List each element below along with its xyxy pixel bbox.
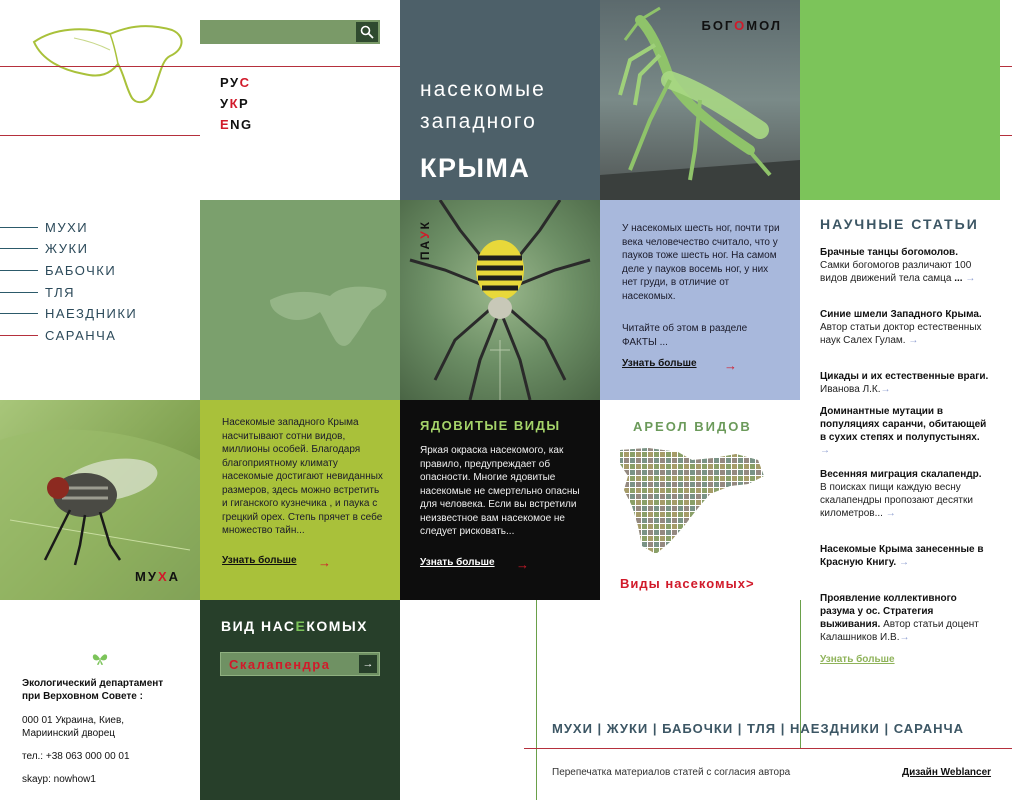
lang-en-highlight: E [220, 117, 231, 132]
header-divider-right [1000, 66, 1012, 67]
nav-item-wasps[interactable] [0, 304, 137, 322]
poison-more-link[interactable]: Узнать больше [420, 557, 495, 568]
contact-org-2: при Верховном Совете : [22, 691, 143, 702]
butterfly-watermark-block [200, 200, 400, 400]
site-title-block [400, 0, 600, 200]
lang-en[interactable] [220, 117, 253, 132]
spider-more-link[interactable]: Узнать больше [622, 358, 697, 369]
spider-info-facts: Читайте об этом в разделе ФАКТЫ ... [622, 323, 748, 348]
arrow-right-icon: → [965, 273, 976, 284]
crimea-map[interactable] [618, 446, 766, 556]
search-icon [360, 25, 374, 39]
intro-text: Насекомые западного Крыма насчитывают сотни видов, миллионы особей. Благодаря благоприятному климату насекомые достигают невиданных размеров, здесь можно встретить и гиганского кузнечика , и паука с грецкий орех. Степь прячет в себе множество тайн... [222, 417, 383, 536]
article-item[interactable]: Цикады и их естественные враги. Иванова Л.К.→ [820, 371, 989, 395]
fly-photo[interactable] [0, 400, 200, 600]
nav-label: ЖУКИ [45, 240, 89, 256]
green-accent-block [800, 0, 1000, 200]
article-item[interactable]: Насекомые Крыма занесенные в Красную Книгу. → [820, 544, 984, 568]
poison-title: ЯДОВИТЫЕ ВИДЫ [420, 418, 561, 433]
arrow-right-icon: → [908, 335, 919, 346]
crimea-map-icon [618, 446, 766, 556]
contact-skype: skayp: nowhow1 [22, 774, 96, 785]
butterfly-logo[interactable] [14, 14, 194, 114]
lang-ru-highlight: С [239, 75, 251, 90]
spider-label: ПАУК [418, 220, 432, 261]
species-block [200, 600, 400, 800]
article-item[interactable]: Проявление коллективного разума у ос. Стратегия выживания. Автор статьи доцент Калашников И.В.→ [820, 593, 979, 643]
contact-address-1: 000 01 Украина, Киев, [22, 715, 125, 726]
footer-divider [524, 748, 1012, 749]
spider-info-block [600, 200, 800, 400]
nav-item-locust[interactable] [0, 326, 116, 344]
arrow-right-icon[interactable]: → [516, 557, 529, 572]
divider-vertical [536, 600, 537, 800]
intro-more-link[interactable]: Узнать больше [222, 555, 297, 566]
species-select[interactable] [220, 652, 380, 676]
nav-item-butterflies[interactable] [0, 261, 116, 279]
header-divider-lower [0, 135, 200, 136]
article-item[interactable]: Доминантные мутации в популяциях саранчи, обитающей в сухих степях и полупустынях. → [820, 406, 987, 456]
nav-line [0, 248, 38, 249]
mantis-label: БОГОМОЛ [701, 18, 782, 33]
arrow-right-icon: → [820, 445, 830, 456]
poison-block [400, 400, 600, 600]
title-line-1: насекомые [420, 78, 546, 101]
butterfly-logo-icon [14, 14, 194, 114]
copyright-text: Перепечатка материалов статей с согласия автора [552, 767, 791, 778]
header-divider-right-lower [1000, 135, 1012, 136]
arrow-right-icon: → [898, 557, 909, 568]
arrow-right-icon[interactable]: → [724, 358, 737, 373]
intro-block [200, 400, 400, 600]
arrow-right-icon: → [880, 384, 891, 395]
spider-photo[interactable] [400, 200, 600, 400]
areol-title: АРЕОЛ ВИДОВ [633, 419, 752, 434]
nav-item-flies[interactable] [0, 218, 88, 236]
poison-text: Яркая окраска насекомого, как правило, предупреждает об опасности. Многие ядовитые насекомые не смертельно опасны для человека. Если вы встретили неизвестное вам насекомое не следует рисковать... [420, 445, 580, 537]
species-link[interactable]: Виды насекомых> [620, 576, 755, 591]
arrow-right-icon[interactable]: → [359, 655, 377, 673]
lang-uk-text-end: Р [239, 96, 250, 111]
article-item[interactable]: Синие шмели Западного Крыма. Автор статьи доктор естественных наук Салех Гулам. → [820, 309, 982, 346]
arrow-right-icon: → [899, 632, 910, 643]
header-divider-mid [200, 66, 400, 67]
designer-link[interactable]: Дизайн Weblancer [902, 767, 992, 778]
species-select-value: Скалапендра [229, 656, 331, 672]
lang-uk-text: У [220, 96, 230, 111]
nav-label: САРАНЧА [45, 327, 117, 343]
nav-line [0, 227, 38, 228]
nav-line [0, 292, 38, 293]
arrow-right-icon: → [885, 508, 896, 519]
mantis-photo[interactable] [600, 0, 800, 200]
articles-more-link[interactable]: Узнать больше [820, 654, 895, 665]
nav-line [0, 313, 38, 314]
nav-label: БАБОЧКИ [45, 262, 117, 278]
lang-uk[interactable] [220, 96, 249, 111]
contact-org-1: Экологический департамент [22, 678, 164, 689]
small-butterfly-icon [92, 652, 108, 671]
article-item[interactable]: Весенняя миграция скалапендр. В поисках пищи каждую весну скалапендры пропозают десятки километров... → [820, 469, 982, 519]
lang-en-text: NG [230, 117, 253, 132]
contact-address-2: Мариинский дворец [22, 728, 116, 739]
search-button[interactable] [356, 22, 378, 42]
butterfly-watermark-icon [200, 200, 400, 400]
lang-uk-highlight: К [229, 96, 240, 111]
spider-info-text: У насекомых шесть ног, почти три века человечество считало, что у пауков тоже шесть ног. На самом деле у пауков восемь ног, у них нет груди, в отличие от насекомых. [622, 223, 780, 302]
header-divider-left [0, 66, 200, 67]
articles-title: НАУЧНЫЕ СТАТЬИ [820, 216, 979, 232]
title-line-3: КРЫМА [420, 153, 531, 183]
title-line-2: западного [420, 110, 537, 133]
contact-phone: тел.: +38 063 000 00 01 [22, 751, 130, 762]
fly-label: МУХА [135, 569, 180, 584]
nav-line-active [0, 335, 38, 336]
nav-label: ТЛЯ [45, 284, 76, 300]
article-item[interactable]: Брачные танцы богомолов. Самки богомогов различают 100 видов движений тела самца ... → [820, 247, 976, 284]
nav-line [0, 270, 38, 271]
nav-item-aphids[interactable] [0, 283, 75, 301]
search-input[interactable] [200, 20, 380, 44]
lang-ru-text: РУ [220, 75, 240, 90]
nav-item-beetles[interactable] [0, 239, 88, 257]
species-title: ВИД НАСЕКОМЫХ [221, 618, 369, 634]
nav-label: МУХИ [45, 219, 89, 235]
footer-nav[interactable]: МУХИ | ЖУКИ | БАБОЧКИ | ТЛЯ | НАЕЗДНИКИ | САРАНЧА [552, 721, 965, 736]
arrow-right-icon[interactable]: → [318, 555, 331, 570]
nav-label: НАЕЗДНИКИ [45, 305, 138, 321]
lang-ru[interactable] [220, 75, 250, 90]
